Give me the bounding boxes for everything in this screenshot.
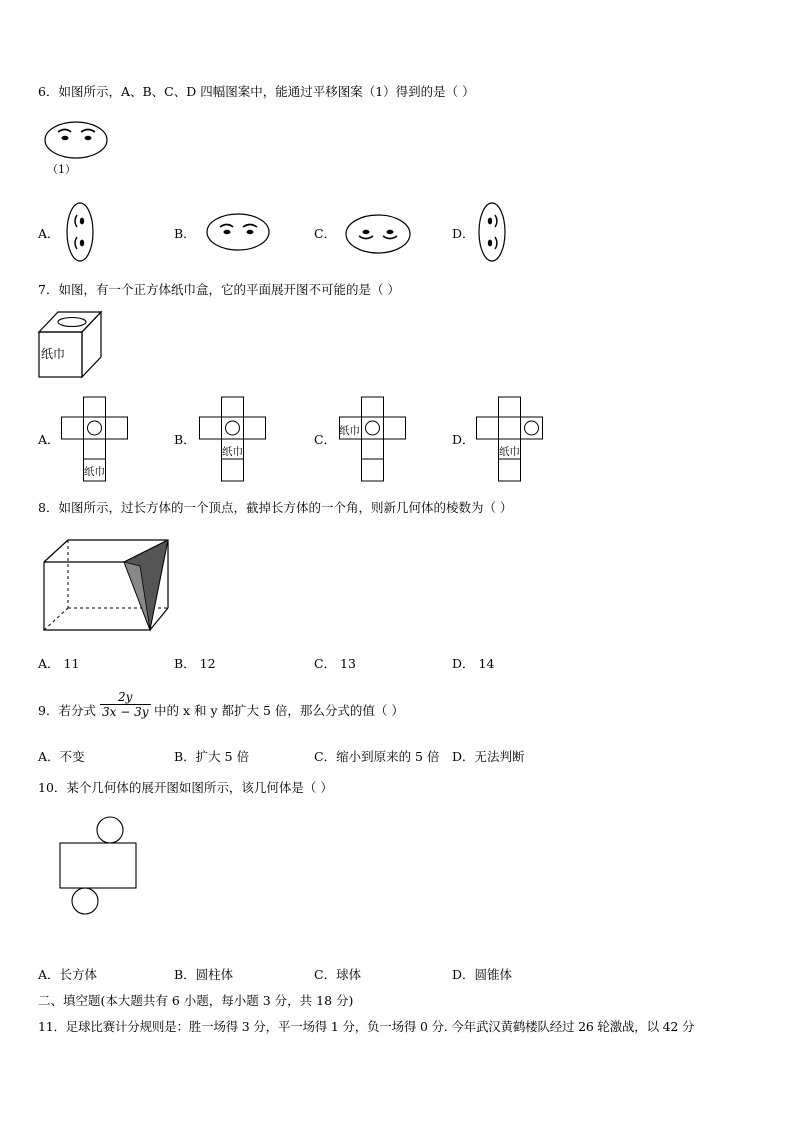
q8-cuboid-figure	[42, 538, 172, 634]
q6-figure-1	[44, 120, 110, 160]
q8-option-b: B． 12	[174, 656, 216, 671]
q9-denominator: 3x − 3y	[102, 705, 149, 719]
q7-net-b	[199, 397, 269, 485]
q6-option-d-figure	[478, 202, 508, 264]
q6-option-a: A．	[38, 226, 60, 241]
q10-stem: 10．某个几何体的展开图如图所示，该几何体是（ ）	[38, 780, 333, 795]
q6-option-d: D．	[452, 226, 475, 241]
q10-option-b: B．圆柱体	[174, 967, 234, 982]
q6-option-b-figure	[206, 213, 270, 253]
q7-net-c	[339, 397, 409, 485]
q10-option-c: C．球体	[314, 967, 362, 982]
q6-stem: 6．如图所示，A、B、C、D 四幅图案中，能通过平移图案（1）得到的是（ ）	[38, 84, 475, 99]
q7-stem: 7．如图，有一个正方体纸巾盒，它的平面展开图不可能的是（ ）	[38, 282, 400, 297]
q8-option-a: A． 11	[38, 656, 80, 671]
q9-option-d: D．无法判断	[452, 749, 525, 764]
q7-option-c: C．	[314, 432, 337, 447]
q7-net-b-label: 纸巾	[222, 446, 243, 458]
q9-stem-prefix: 9．若分式	[38, 703, 96, 718]
q10-option-a: A．长方体	[38, 967, 98, 982]
q7-net-d	[476, 397, 546, 485]
q9-fraction	[100, 690, 151, 719]
q8-option-c: C． 13	[314, 656, 356, 671]
q10-net-figure	[58, 816, 140, 918]
q7-net-d-label: 纸巾	[499, 446, 520, 458]
q8-stem: 8．如图所示，过长方体的一个顶点，截掉长方体的一个角，则新几何体的棱数为（ ）	[38, 500, 513, 515]
q6-figure-label: （1）	[47, 163, 76, 176]
q9-option-b: B．扩大 5 倍	[174, 749, 250, 764]
q9-option-a: A．不变	[38, 749, 85, 764]
q6-option-c-figure	[344, 213, 412, 255]
q7-tissue-box	[38, 310, 104, 380]
q8-option-d: D． 14	[452, 656, 495, 671]
q7-option-b: B．	[174, 432, 196, 447]
q9-option-c: C．缩小到原来的 5 倍	[314, 749, 440, 764]
q6-option-c: C．	[314, 226, 337, 241]
q7-option-d: D．	[452, 432, 475, 447]
q7-net-c-label: 纸巾	[339, 425, 360, 437]
q10-option-d: D．圆锥体	[452, 967, 513, 982]
q6-option-b: B．	[174, 226, 196, 241]
q9-stem-suffix: 中的 x 和 y 都扩大 5 倍，那么分式的值（ ）	[154, 703, 404, 718]
q11-stem: 11．足球比赛计分规则是：胜一场得 3 分，平一场得 1 分，负一场得 0 分. 今年武汉黄鹤楼队经过 26 轮激战，以 42 分	[38, 1019, 695, 1034]
q7-option-a: A．	[38, 432, 60, 447]
q6-option-a-figure	[66, 202, 96, 264]
q7-net-a-label: 纸巾	[84, 466, 105, 478]
section-2-heading: 二、填空题(本大题共有 6 小题，每小题 3 分，共 18 分)	[38, 993, 354, 1008]
q7-tissue-box-label: 纸巾	[41, 347, 66, 361]
q9-numerator: 2y	[100, 690, 151, 705]
